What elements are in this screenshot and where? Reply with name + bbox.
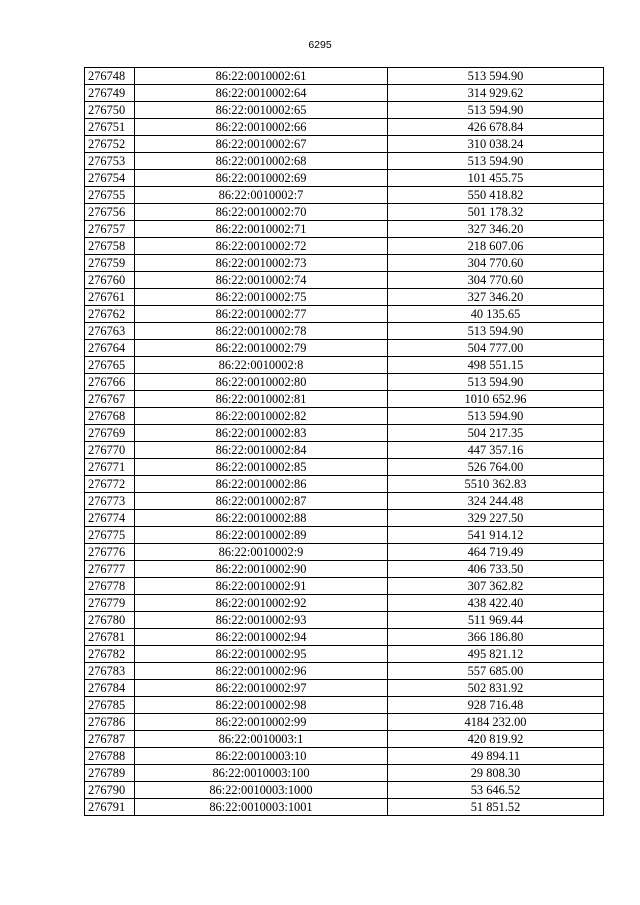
cadastral-number-cell: 86:22:0010002:92 xyxy=(135,595,388,612)
cadastral-value-cell: 406 733.50 xyxy=(388,561,604,578)
table-row xyxy=(85,306,604,323)
cadastral-number-cell: 86:22:0010002:83 xyxy=(135,425,388,442)
cadastral-number-cell: 86:22:0010002:61 xyxy=(135,68,388,85)
cadastral-value-cell: 310 038.24 xyxy=(388,136,604,153)
row-number-cell: 276767 xyxy=(85,391,135,408)
table-row xyxy=(85,119,604,136)
cadastral-number-cell: 86:22:0010002:98 xyxy=(135,697,388,714)
cadastral-value-cell: 502 831.92 xyxy=(388,680,604,697)
row-number-cell: 276762 xyxy=(85,306,135,323)
cadastral-value-cell: 513 594.90 xyxy=(388,408,604,425)
table-row xyxy=(85,153,604,170)
row-number-cell: 276756 xyxy=(85,204,135,221)
table-row xyxy=(85,578,604,595)
cadastral-number-cell: 86:22:0010002:69 xyxy=(135,170,388,187)
cadastral-value-cell: 513 594.90 xyxy=(388,68,604,85)
cadastral-value-cell: 526 764.00 xyxy=(388,459,604,476)
cadastral-number-cell: 86:22:0010003:10 xyxy=(135,748,388,765)
cadastral-value-cell: 495 821.12 xyxy=(388,646,604,663)
row-number-cell: 276790 xyxy=(85,782,135,799)
table-row xyxy=(85,765,604,782)
cadastral-value-cell: 53 646.52 xyxy=(388,782,604,799)
table-row xyxy=(85,221,604,238)
cadastral-value-cell: 498 551.15 xyxy=(388,357,604,374)
cadastral-number-cell: 86:22:0010002:79 xyxy=(135,340,388,357)
table-row xyxy=(85,561,604,578)
cadastral-value-cell: 218 607.06 xyxy=(388,238,604,255)
table-row xyxy=(85,629,604,646)
table-row xyxy=(85,697,604,714)
row-number-cell: 276787 xyxy=(85,731,135,748)
cadastral-value-cell: 513 594.90 xyxy=(388,102,604,119)
row-number-cell: 276751 xyxy=(85,119,135,136)
cadastral-value-cell: 438 422.40 xyxy=(388,595,604,612)
cadastral-value-cell: 501 178.32 xyxy=(388,204,604,221)
cadastral-value-cell: 504 217.35 xyxy=(388,425,604,442)
table-row xyxy=(85,85,604,102)
table-row xyxy=(85,493,604,510)
cadastral-number-cell: 86:22:0010002:95 xyxy=(135,646,388,663)
cadastral-value-cell: 511 969.44 xyxy=(388,612,604,629)
table-row xyxy=(85,527,604,544)
row-number-cell: 276769 xyxy=(85,425,135,442)
row-number-cell: 276781 xyxy=(85,629,135,646)
cadastral-value-cell: 928 716.48 xyxy=(388,697,604,714)
cadastral-number-cell: 86:22:0010002:7 xyxy=(135,187,388,204)
cadastral-number-cell: 86:22:0010002:80 xyxy=(135,374,388,391)
cadastral-value-cell: 447 357.16 xyxy=(388,442,604,459)
cadastral-number-cell: 86:22:0010002:90 xyxy=(135,561,388,578)
cadastral-number-cell: 86:22:0010002:74 xyxy=(135,272,388,289)
row-number-cell: 276760 xyxy=(85,272,135,289)
table-row xyxy=(85,714,604,731)
cadastral-value-cell: 5510 362.83 xyxy=(388,476,604,493)
cadastral-number-cell: 86:22:0010002:65 xyxy=(135,102,388,119)
cadastral-value-cell: 504 777.00 xyxy=(388,340,604,357)
cadastral-number-cell: 86:22:0010002:87 xyxy=(135,493,388,510)
row-number-cell: 276768 xyxy=(85,408,135,425)
table-row xyxy=(85,799,604,816)
table-row xyxy=(85,510,604,527)
table-row xyxy=(85,68,604,85)
table-body xyxy=(85,68,604,816)
cadastral-value-cell: 464 719.49 xyxy=(388,544,604,561)
table-row xyxy=(85,748,604,765)
table-row xyxy=(85,408,604,425)
cadastral-number-cell: 86:22:0010002:85 xyxy=(135,459,388,476)
row-number-cell: 276782 xyxy=(85,646,135,663)
cadastral-value-cell: 51 851.52 xyxy=(388,799,604,816)
cadastral-number-cell: 86:22:0010003:1 xyxy=(135,731,388,748)
row-number-cell: 276777 xyxy=(85,561,135,578)
cadastral-number-cell: 86:22:0010002:89 xyxy=(135,527,388,544)
table-row xyxy=(85,476,604,493)
cadastral-number-cell: 86:22:0010003:100 xyxy=(135,765,388,782)
row-number-cell: 276772 xyxy=(85,476,135,493)
table-row xyxy=(85,459,604,476)
table-row xyxy=(85,289,604,306)
table-row xyxy=(85,238,604,255)
cadastral-number-cell: 86:22:0010002:64 xyxy=(135,85,388,102)
table-row xyxy=(85,544,604,561)
row-number-cell: 276764 xyxy=(85,340,135,357)
cadastral-value-cell: 1010 652.96 xyxy=(388,391,604,408)
cadastral-value-cell: 327 346.20 xyxy=(388,221,604,238)
cadastral-number-cell: 86:22:0010002:70 xyxy=(135,204,388,221)
row-number-cell: 276789 xyxy=(85,765,135,782)
row-number-cell: 276761 xyxy=(85,289,135,306)
cadastral-value-cell: 40 135.65 xyxy=(388,306,604,323)
cadastral-value-cell: 307 362.82 xyxy=(388,578,604,595)
row-number-cell: 276770 xyxy=(85,442,135,459)
row-number-cell: 276783 xyxy=(85,663,135,680)
cadastral-number-cell: 86:22:0010002:93 xyxy=(135,612,388,629)
cadastral-value-cell: 420 819.92 xyxy=(388,731,604,748)
table-row xyxy=(85,102,604,119)
row-number-cell: 276754 xyxy=(85,170,135,187)
cadastral-value-cell: 513 594.90 xyxy=(388,323,604,340)
row-number-cell: 276775 xyxy=(85,527,135,544)
cadastral-number-cell: 86:22:0010002:73 xyxy=(135,255,388,272)
cadastral-value-cell: 304 770.60 xyxy=(388,255,604,272)
row-number-cell: 276771 xyxy=(85,459,135,476)
cadastral-number-cell: 86:22:0010002:71 xyxy=(135,221,388,238)
cadastral-value-cell: 513 594.90 xyxy=(388,153,604,170)
table-row xyxy=(85,357,604,374)
table-row xyxy=(85,442,604,459)
row-number-cell: 276765 xyxy=(85,357,135,374)
row-number-cell: 276774 xyxy=(85,510,135,527)
row-number-cell: 276763 xyxy=(85,323,135,340)
row-number-cell: 276757 xyxy=(85,221,135,238)
table-row xyxy=(85,272,604,289)
cadastral-number-cell: 86:22:0010002:72 xyxy=(135,238,388,255)
row-number-cell: 276791 xyxy=(85,799,135,816)
cadastral-value-cell: 49 894.11 xyxy=(388,748,604,765)
cadastral-value-cell: 557 685.00 xyxy=(388,663,604,680)
row-number-cell: 276780 xyxy=(85,612,135,629)
row-number-cell: 276778 xyxy=(85,578,135,595)
row-number-cell: 276755 xyxy=(85,187,135,204)
cadastral-value-cell: 314 929.62 xyxy=(388,85,604,102)
table-row xyxy=(85,663,604,680)
table-row xyxy=(85,425,604,442)
table-row xyxy=(85,391,604,408)
cadastral-number-cell: 86:22:0010002:68 xyxy=(135,153,388,170)
cadastral-number-cell: 86:22:0010002:66 xyxy=(135,119,388,136)
cadastral-number-cell: 86:22:0010002:82 xyxy=(135,408,388,425)
table-row xyxy=(85,255,604,272)
row-number-cell: 276766 xyxy=(85,374,135,391)
cadastral-number-cell: 86:22:0010002:77 xyxy=(135,306,388,323)
row-number-cell: 276773 xyxy=(85,493,135,510)
table-row xyxy=(85,340,604,357)
row-number-cell: 276758 xyxy=(85,238,135,255)
table-row xyxy=(85,136,604,153)
cadastral-number-cell: 86:22:0010002:94 xyxy=(135,629,388,646)
row-number-cell: 276748 xyxy=(85,68,135,85)
cadastral-number-cell: 86:22:0010002:75 xyxy=(135,289,388,306)
table-row xyxy=(85,612,604,629)
row-number-cell: 276786 xyxy=(85,714,135,731)
row-number-cell: 276749 xyxy=(85,85,135,102)
row-number-cell: 276752 xyxy=(85,136,135,153)
table-row xyxy=(85,170,604,187)
row-number-cell: 276759 xyxy=(85,255,135,272)
table-row xyxy=(85,187,604,204)
cadastral-value-cell: 550 418.82 xyxy=(388,187,604,204)
cadastral-number-cell: 86:22:0010002:9 xyxy=(135,544,388,561)
cadastral-number-cell: 86:22:0010002:81 xyxy=(135,391,388,408)
cadastral-number-cell: 86:22:0010003:1000 xyxy=(135,782,388,799)
row-number-cell: 276785 xyxy=(85,697,135,714)
table-row xyxy=(85,204,604,221)
table-row xyxy=(85,323,604,340)
cadastral-value-table xyxy=(84,67,604,816)
cadastral-number-cell: 86:22:0010002:78 xyxy=(135,323,388,340)
cadastral-number-cell: 86:22:0010002:86 xyxy=(135,476,388,493)
cadastral-number-cell: 86:22:0010002:8 xyxy=(135,357,388,374)
row-number-cell: 276753 xyxy=(85,153,135,170)
row-number-cell: 276779 xyxy=(85,595,135,612)
cadastral-value-cell: 329 227.50 xyxy=(388,510,604,527)
row-number-cell: 276750 xyxy=(85,102,135,119)
table-row xyxy=(85,782,604,799)
cadastral-number-cell: 86:22:0010002:97 xyxy=(135,680,388,697)
table-row xyxy=(85,731,604,748)
cadastral-number-cell: 86:22:0010002:96 xyxy=(135,663,388,680)
cadastral-value-cell: 513 594.90 xyxy=(388,374,604,391)
cadastral-value-cell: 541 914.12 xyxy=(388,527,604,544)
cadastral-value-cell: 327 346.20 xyxy=(388,289,604,306)
cadastral-value-cell: 426 678.84 xyxy=(388,119,604,136)
cadastral-value-cell: 29 808.30 xyxy=(388,765,604,782)
row-number-cell: 276784 xyxy=(85,680,135,697)
table-row xyxy=(85,680,604,697)
cadastral-number-cell: 86:22:0010003:1001 xyxy=(135,799,388,816)
cadastral-value-cell: 4184 232.00 xyxy=(388,714,604,731)
cadastral-value-cell: 324 244.48 xyxy=(388,493,604,510)
row-number-cell: 276776 xyxy=(85,544,135,561)
table-row xyxy=(85,374,604,391)
table-row xyxy=(85,595,604,612)
cadastral-number-cell: 86:22:0010002:99 xyxy=(135,714,388,731)
table-row xyxy=(85,646,604,663)
cadastral-number-cell: 86:22:0010002:67 xyxy=(135,136,388,153)
cadastral-value-cell: 101 455.75 xyxy=(388,170,604,187)
cadastral-number-cell: 86:22:0010002:88 xyxy=(135,510,388,527)
page-number: 6295 xyxy=(308,39,332,51)
row-number-cell: 276788 xyxy=(85,748,135,765)
cadastral-value-cell: 304 770.60 xyxy=(388,272,604,289)
cadastral-value-cell: 366 186.80 xyxy=(388,629,604,646)
cadastral-number-cell: 86:22:0010002:91 xyxy=(135,578,388,595)
cadastral-number-cell: 86:22:0010002:84 xyxy=(135,442,388,459)
